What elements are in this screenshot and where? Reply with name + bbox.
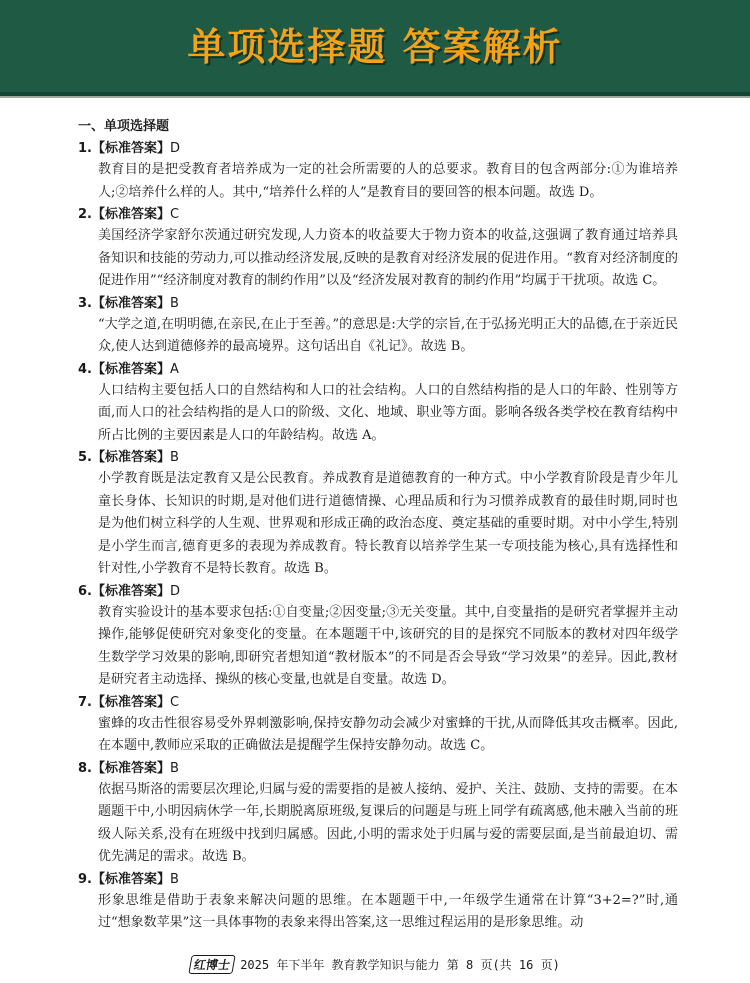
footer-text: 2025 年下半年 教育教学知识与能力 第 8 页(共 16 页)	[240, 957, 560, 972]
question-item	[78, 448, 678, 581]
answer-explanation: 依据马斯洛的需要层次理论,归属与爱的需要指的是被人接纳、爱护、关注、鼓励、支持的需要。在本题题干中,小明因病休学一年,长期脱离原班级,复课后的问题是与班上同学有疏离感,他未融入当前的班级人际关系,没有在班级中找到归属感。因此,小明的需求处于归属与爱的需要层面,是当前最迫切、需优先满足的需求。故选 B。	[98, 781, 678, 864]
question-item	[78, 294, 678, 359]
answer-value: B	[170, 450, 179, 465]
answer-label: 【标准答案】	[91, 207, 170, 222]
question-item	[78, 205, 678, 293]
answer-label: 【标准答案】	[91, 141, 170, 156]
page-footer	[0, 954, 750, 974]
question-list	[78, 139, 678, 935]
answer-label: 【标准答案】	[91, 295, 170, 311]
question-number: 8.	[78, 760, 92, 776]
question-header	[78, 294, 678, 314]
answer-explanation: 美国经济学家舒尔茨通过研究发现,人力资本的收益要大于物力资本的收益,这强调了教育通过培养具备知识和技能的劳动力,可以推动经济发展,反映的是教育对经济发展的促进作用。“教育对经济制度的促进作用”“经济制度对教育的制约作用”以及“经济发展对教育的制约作用”均属于干扰项。故选 C。	[98, 228, 678, 288]
answer-label: 【标准答案】	[91, 871, 170, 887]
question-number: 7.	[78, 694, 92, 710]
question-item	[78, 139, 678, 204]
question-item	[78, 870, 678, 935]
question-header	[78, 205, 678, 225]
question-header	[78, 448, 678, 468]
answer-explanation: 教育目的是把受教育者培养成为一定的社会所需要的人的总要求。教育目的包含两部分:①为谁培养人;②培养什么样的人。其中,“培养什么样的人”是教育目的要回答的根本问题。故选 D。	[98, 162, 678, 200]
answer-value: C	[170, 694, 180, 710]
answer-label: 【标准答案】	[91, 361, 170, 377]
answer-value: B	[170, 760, 179, 776]
answer-label: 【标准答案】	[91, 450, 170, 465]
answer-label: 【标准答案】	[91, 760, 170, 776]
answer-explanation: 形象思维是借助于表象来解决问题的思维。在本题题干中,一年级学生通常在计算“3+2=?”时,通过“想象数苹果”这一具体事物的表象来得出答案,这一思维过程运用的是形象思维。动	[98, 892, 678, 930]
question-number: 1.	[78, 141, 92, 156]
document-body	[78, 117, 678, 936]
question-header	[78, 693, 678, 713]
question-header	[78, 582, 678, 602]
question-item	[78, 582, 678, 692]
header-banner	[0, 0, 750, 96]
answer-value: B	[170, 295, 179, 311]
answer-label: 【标准答案】	[91, 583, 170, 599]
answer-value: D	[170, 583, 181, 599]
answer-value: D	[170, 141, 181, 156]
question-header	[78, 139, 678, 159]
question-header	[78, 870, 678, 890]
answer-value: A	[170, 361, 179, 377]
answer-explanation: “大学之道,在明明德,在亲民,在止于至善。”的意思是:大学的宗旨,在于弘扬光明正大的品德,在于亲近民众,使人达到道德修养的最高境界。这句话出自《礼记》。故选 B。	[98, 316, 678, 354]
question-number: 4.	[78, 361, 92, 377]
answer-value: B	[170, 871, 179, 887]
question-number: 3.	[78, 295, 92, 311]
page-title: 单项选择题 答案解析	[187, 24, 563, 69]
answer-value: C	[170, 207, 180, 222]
answer-explanation: 人口结构主要包括人口的自然结构和人口的社会结构。人口的自然结构指的是人口的年龄、性别等方面,而人口的社会结构指的是人口的阶级、文化、地域、职业等方面。影响各级各类学校在教育结构中所占比例的主要因素是人口的年龄结构。故选 A。	[98, 382, 678, 443]
question-number: 6.	[78, 583, 92, 599]
question-item	[78, 759, 678, 869]
section-title: 一、单项选择题	[78, 119, 170, 134]
question-number: 2.	[78, 207, 92, 222]
answer-explanation: 小学教育既是法定教育又是公民教育。养成教育是道德教育的一种方式。中小学教育阶段是青少年儿童长身体、长知识的时期,是对他们进行道德情操、心理品质和行为习惯养成教育的最佳时期,同时也是为他们树立科学的人生观、世界观和形成正确的政治态度、奠定基础的重要时期。对中小学生,特别是小学生而言,德育更多的表现为养成教育。特长教育以培养学生某一专项技能为核心,具有选择性和针对性,小学教育不是特长教育。故选 B。	[98, 471, 678, 576]
answer-explanation: 蜜蜂的攻击性很容易受外界刺激影响,保持安静勿动会减少对蜜蜂的干扰,从而降低其攻击概率。因此,在本题中,教师应采取的正确做法是提醒学生保持安静勿动。故选 C。	[98, 715, 678, 753]
answer-explanation: 教育实验设计的基本要求包括:①自变量;②因变量;③无关变量。其中,自变量指的是研究者掌握并主动操作,能够促使研究对象变化的变量。在本题题干中,该研究的目的是探究不同版本的教材对四年级学生数学学习效果的影响,即研究者想知道“教材版本”的不同是否会导致“学习效果”的差异。因此,教材是研究者主动选择、操纵的核心变量,也就是自变量。故选 D。	[98, 604, 678, 687]
question-header	[78, 759, 678, 779]
answer-label: 【标准答案】	[91, 694, 170, 710]
question-header	[78, 360, 678, 380]
brand-logo: 红博士	[189, 955, 236, 974]
question-number: 5.	[78, 450, 92, 465]
question-item	[78, 360, 678, 448]
question-number: 9.	[78, 871, 92, 887]
question-item	[78, 693, 678, 758]
